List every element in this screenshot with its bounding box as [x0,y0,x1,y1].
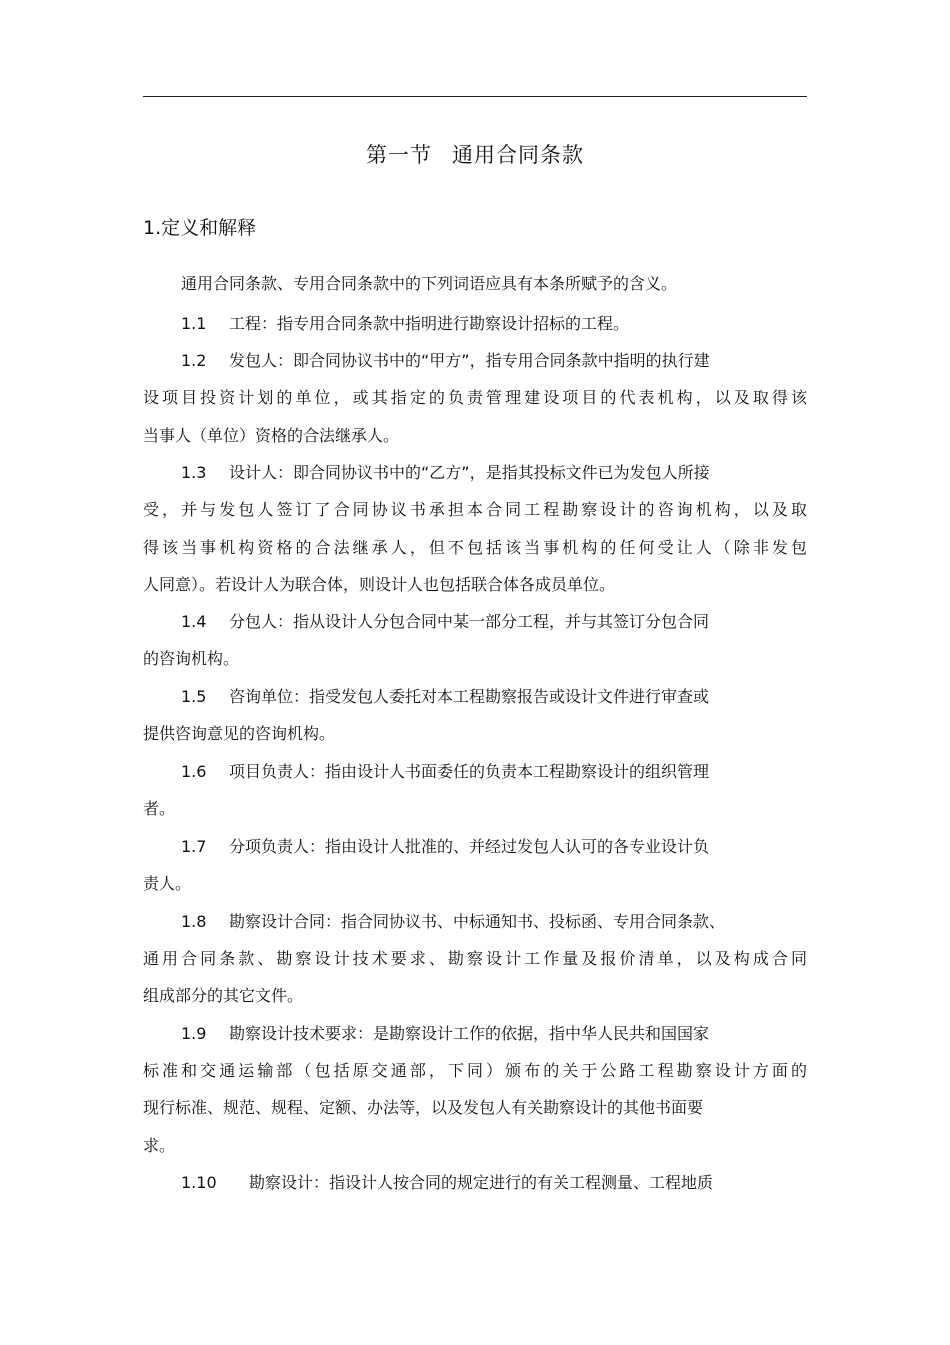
clause-1-3-line-4: 人同意）。若设计人为联合体，则设计人也包括联合体各成员单位。 [143,575,616,594]
clause-number: 1.10 [181,1173,217,1192]
clause-1-8-line-2: 通用合同条款、勘察设计技术要求、勘察设计工作量及报价清单，以及构成合同 [143,949,807,968]
clause-1-10-line-1 [181,1171,807,1195]
clause-number: 1.6 [181,762,207,781]
clause-number: 1.8 [181,912,207,931]
clause-number: 1.1 [181,314,207,333]
clause-text: 勘察设计：指设计人按合同的规定进行的有关工程测量、工程地质 [249,1173,714,1192]
clause-text: 分包人：指从设计人分包合同中某一部分工程，并与其签订分包合同 [229,612,710,631]
clause-text: 工程：指专用合同条款中指明进行勘察设计招标的工程。 [229,314,630,333]
clause-1-9-line-1 [181,1022,807,1046]
clause-number: 1.2 [181,351,207,370]
clause-text: 发包人：即合同协议书中的“甲方”，指专用合同条款中指明的执行建 [229,351,710,370]
clause-1-1 [181,312,807,336]
clause-text: 设计人：即合同协议书中的“乙方”，是指其投标文件已为发包人所接 [229,463,710,482]
clause-1-7-line-2: 责人。 [143,874,192,893]
clause-1-7-line-1 [181,835,807,859]
clause-1-9-line-2: 标准和交通运输部（包括原交通部，下同）颁布的关于公路工程勘察设计方面的 [143,1061,807,1080]
clause-1-8-line-3: 组成部分的其它文件。 [143,986,304,1005]
clause-1-6-line-2: 者。 [143,799,176,818]
clause-text: 分项负责人：指由设计人批准的、并经过发包人认可的各专业设计负 [229,837,710,856]
chapter-heading: 1.定义和解释 [143,217,257,239]
section-title [143,140,807,170]
clause-1-3-line-2: 受，并与发包人签订了合同协议书承担本合同工程勘察设计的咨询机构，以及取 [143,500,807,519]
clause-text: 勘察设计合同：指合同协议书、中标通知书、投标函、专用合同条款、 [229,912,726,931]
section-name: 通用合同条款 [452,143,584,167]
clause-number: 1.7 [181,837,207,856]
clause-1-5-line-1 [181,685,807,709]
section-number: 第一节 [366,143,432,167]
clause-number: 1.9 [181,1024,207,1043]
clause-1-3-line-3: 得该当事机构资格的合法继承人，但不包括该当事机构的任何受让人（除非发包 [143,538,807,557]
clause-1-9-line-4: 求。 [143,1136,176,1155]
clause-1-2-line-3: 当事人（单位）资格的合法继承人。 [143,426,400,445]
clause-number: 1.5 [181,687,207,706]
clause-1-8-line-1 [181,910,807,934]
clause-1-4-line-1 [181,610,807,634]
clause-1-3-line-1 [181,461,807,485]
clause-1-6-line-1 [181,760,807,784]
clause-1-4-line-2: 的咨询机构。 [143,649,240,668]
clause-number: 1.3 [181,463,207,482]
clause-1-2-line-1 [181,349,807,373]
clause-text: 勘察设计技术要求：是勘察设计工作的依据，指中华人民共和国国家 [229,1024,710,1043]
intro-paragraph: 通用合同条款、专用合同条款中的下列词语应具有本条所赋予的含义。 [181,274,678,293]
clause-1-2-line-2: 设项目投资计划的单位，或其指定的负责管理建设项目的代表机构，以及取得该 [143,388,807,407]
clause-1-9-line-3: 现行标准、规范、规程、定额、办法等，以及发包人有关勘察设计的其他书面要 [143,1098,704,1117]
clause-text: 项目负责人：指由设计人书面委任的负责本工程勘察设计的组织管理 [229,762,710,781]
clause-text: 咨询单位：指受发包人委托对本工程勘察报告或设计文件进行审查或 [229,687,710,706]
clause-number: 1.4 [181,612,207,631]
header-rule [143,96,807,97]
clause-1-5-line-2: 提供咨询意见的咨询机构。 [143,724,336,743]
